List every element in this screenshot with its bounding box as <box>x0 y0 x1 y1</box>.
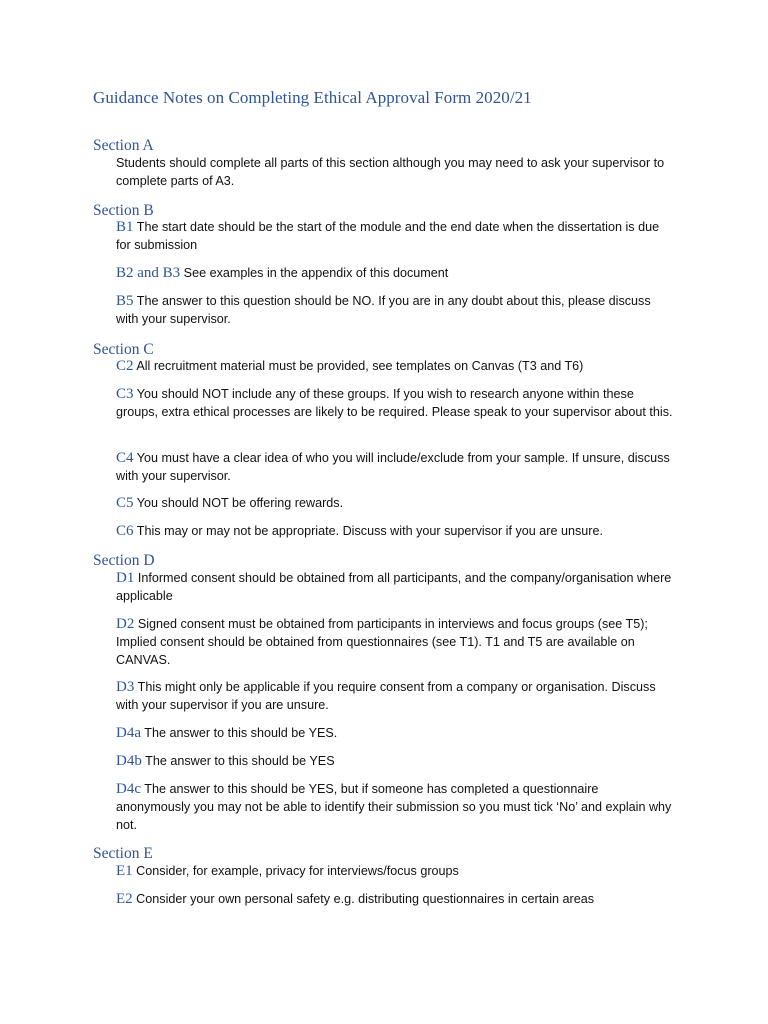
item-c4-text: You must have a clear idea of who you will include/exclude from your sample. If unsure, discuss with your supervisor. <box>116 451 670 483</box>
item-d4b <box>116 753 674 771</box>
item-b5 <box>116 293 674 329</box>
item-d3-text: This might only be applicable if you require consent from a company or organisation. Discuss with your supervisor if you are unsure. <box>116 680 656 712</box>
item-e1-text: Consider, for example, privacy for interviews/focus groups <box>136 864 459 878</box>
item-d3 <box>116 679 674 715</box>
item-c6-text: This may or may not be appropriate. Discuss with your supervisor if you are unsure. <box>136 524 603 538</box>
item-c4 <box>116 450 674 486</box>
item-d4c-code: D4c <box>116 781 141 797</box>
item-e1-code: E1 <box>116 863 133 879</box>
section-e-heading: Section E <box>93 845 153 862</box>
item-d2-text: Signed consent must be obtained from participants in interviews and focus groups (see T5); Implied consent should be obtained from questionnaires (see T1). T1 and T5 are available on CANVAS. <box>116 617 648 667</box>
item-c2-text: All recruitment material must be provided, see templates on Canvas (T3 and T6) <box>136 359 584 373</box>
item-b1-text: The start date should be the start of the module and the end date when the dissertation is due for submission <box>116 220 660 252</box>
item-c5 <box>116 495 674 513</box>
item-b5-text: The answer to this question should be NO. If you are in any doubt about this, please discuss with your supervisor. <box>116 294 651 326</box>
item-b2-b3 <box>116 265 674 283</box>
item-d4a-code: D4a <box>116 725 141 741</box>
item-d4a-text: The answer to this should be YES. <box>144 726 338 740</box>
item-d4b-text: The answer to this should be YES <box>145 754 335 768</box>
item-c2 <box>116 358 674 376</box>
item-d4a <box>116 725 674 743</box>
item-c2-code: C2 <box>116 358 134 374</box>
item-d2 <box>116 616 674 669</box>
section-d-heading: Section D <box>93 552 155 569</box>
item-d4c-text: The answer to this should be YES, but if someone has completed a questionnaire anonymously you may not be able to identify their submission so you must tick ‘No’ and explain why not. <box>116 782 672 832</box>
item-b2-b3-code: B2 and B3 <box>116 265 181 281</box>
item-b2-b3-text: See examples in the appendix of this document <box>183 266 449 280</box>
item-b5-code: B5 <box>116 293 134 309</box>
item-d1 <box>116 570 674 606</box>
item-d1-code: D1 <box>116 570 135 586</box>
section-c-heading: Section C <box>93 341 154 358</box>
document-title: Guidance Notes on Completing Ethical Approval Form 2020/21 <box>93 88 532 107</box>
section-a-heading: Section A <box>93 137 154 154</box>
section-b-heading: Section B <box>93 202 154 219</box>
item-b1 <box>116 219 674 255</box>
section-a-paragraph <box>116 155 674 191</box>
item-c3-text: You should NOT include any of these groups. If you wish to research anyone within these groups, extra ethical processes are likely to be required. Please speak to your supervisor about this. <box>116 387 673 419</box>
item-d2-code: D2 <box>116 616 135 632</box>
item-e2-text: Consider your own personal safety e.g. distributing questionnaires in certain areas <box>136 892 594 906</box>
item-c6-code: C6 <box>116 523 134 539</box>
item-c5-code: C5 <box>116 495 134 511</box>
item-d1-text: Informed consent should be obtained from all participants, and the company/organisation where applicable <box>116 571 672 603</box>
item-d3-code: D3 <box>116 679 135 695</box>
item-e2-code: E2 <box>116 891 133 907</box>
item-c3-code: C3 <box>116 386 134 402</box>
item-c3 <box>116 386 674 422</box>
item-c6 <box>116 523 674 541</box>
item-b1-code: B1 <box>116 219 134 235</box>
item-c5-text: You should NOT be offering rewards. <box>136 496 344 510</box>
item-d4c <box>116 781 674 834</box>
item-c4-code: C4 <box>116 450 134 466</box>
item-e2 <box>116 891 674 909</box>
item-d4b-code: D4b <box>116 753 142 769</box>
section-a-text: Students should complete all parts of this section although you may need to ask your supervisor to complete parts of A3. <box>116 156 665 188</box>
item-e1 <box>116 863 674 881</box>
